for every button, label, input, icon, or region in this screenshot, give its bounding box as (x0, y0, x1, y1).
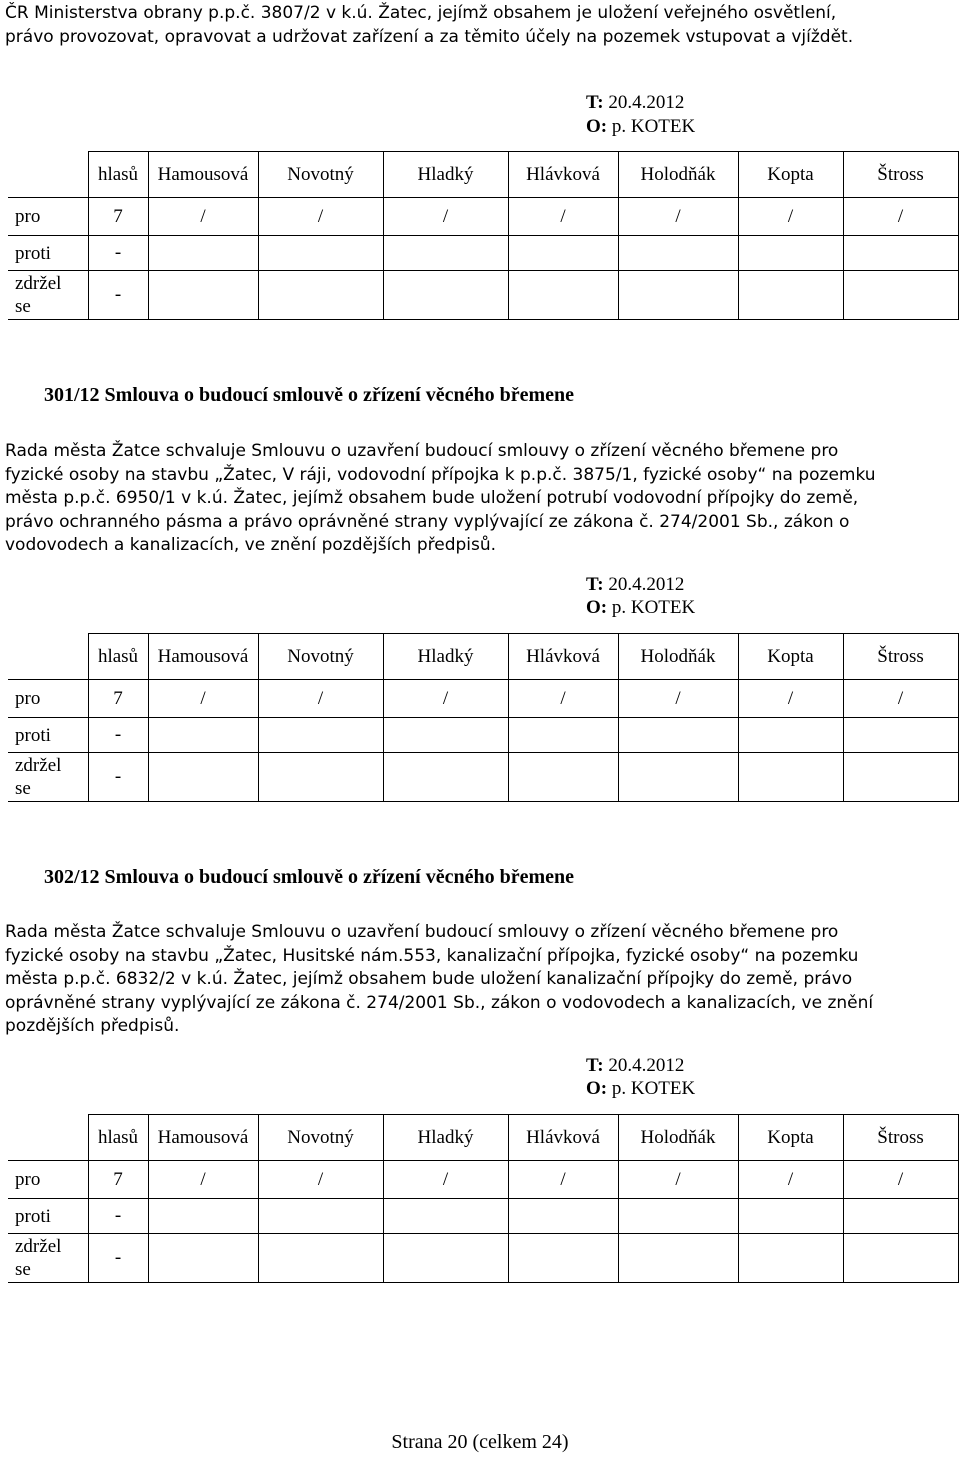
row-label-zdrzel-line2: se (15, 296, 31, 317)
vote-cell: 7 (88, 680, 148, 718)
header-member: Štross (843, 634, 958, 680)
header-member: Kopta (738, 152, 843, 198)
vote-cell: / (383, 198, 508, 236)
term-label: T: (586, 574, 604, 595)
row-label-zdrzel-line2: se (15, 1259, 31, 1280)
vote-cell: / (508, 680, 618, 718)
page-footer: Strana 20 (celkem 24) (391, 1431, 569, 1453)
header-member: Hamousová (148, 152, 258, 198)
vote-cell: / (843, 1161, 958, 1199)
paragraph-line: vodovodech a kanalizacích, ve znění pozdějších předpisů. (5, 535, 497, 555)
row-label-zdrzel-line1: zdržel (15, 755, 62, 776)
term-date-line (586, 92, 684, 114)
vote-table (8, 633, 959, 802)
header-member: Hlávková (508, 152, 618, 198)
resolution-text (5, 921, 955, 1039)
paragraph-line: města p.p.č. 6950/1 v k.ú. Žatec, jejímž obsahem bude uložení potrubí vodovodní přípojky do země, (5, 488, 859, 508)
vote-cell: / (258, 680, 383, 718)
header-member: Hlávková (508, 634, 618, 680)
paragraph-line: oprávněné strany vyplývající ze zákona č. 274/2001 Sb., zákon o vodovodech a kanalizacích, ve znění (5, 992, 874, 1013)
vote-row-proti (8, 718, 958, 753)
vote-cell: - (88, 1199, 148, 1234)
header-member: Kopta (738, 1115, 843, 1161)
vote-row-zdrzel (8, 1234, 958, 1283)
responsible-line (586, 1078, 695, 1100)
header-member: Holodňák (618, 1115, 738, 1161)
row-label-zdrzel (8, 1234, 88, 1283)
responsible-label: O: (586, 116, 608, 137)
continuation-paragraph (5, 2, 955, 49)
row-label-proti: proti (8, 236, 88, 271)
term-date-line (586, 574, 684, 596)
vote-cell: / (618, 1161, 738, 1199)
paragraph-line: Rada města Žatce schvaluje Smlouvu o uzavření budoucí smlouvy o zřízení věcného břemene pro (5, 922, 839, 942)
responsible-line (586, 597, 695, 619)
vote-cell: / (508, 1161, 618, 1199)
vote-cell: - (88, 718, 148, 753)
header-member: Štross (843, 152, 958, 198)
vote-row-proti (8, 236, 958, 271)
responsible-person: p. KOTEK (611, 597, 696, 618)
row-label-proti: proti (8, 718, 88, 753)
vote-cell: / (148, 198, 258, 236)
vote-cell: / (258, 1161, 383, 1199)
vote-cell: / (383, 680, 508, 718)
vote-cell: - (88, 236, 148, 271)
vote-row-proti (8, 1199, 958, 1234)
header-member: Holodňák (618, 634, 738, 680)
row-label-zdrzel-line1: zdržel (15, 273, 62, 294)
vote-cell: 7 (88, 198, 148, 236)
paragraph-line: města p.p.č. 6832/2 v k.ú. Žatec, jejímž obsahem bude uložení kanalizační přípojky do země, právo (5, 969, 853, 989)
vote-cell: / (258, 198, 383, 236)
responsible-person: p. KOTEK (611, 1078, 696, 1099)
row-label-zdrzel-line2: se (15, 778, 31, 799)
vote-cell: / (738, 198, 843, 236)
vote-cell: / (843, 198, 958, 236)
header-hlasu: hlasů (88, 152, 148, 198)
paragraph-line: právo ochranného pásma a právo oprávněné strany vyplývající ze zákona č. 274/2001 Sb., zákon o (5, 511, 850, 532)
vote-table (8, 151, 959, 320)
vote-cell: - (88, 1234, 148, 1283)
paragraph-line: fyzické osoby na stavbu „Žatec, V ráji, vodovodní přípojka k p.p.č. 3875/1, fyzické osoby“ na pozemku (5, 464, 876, 485)
vote-cell: / (148, 680, 258, 718)
vote-cell: / (738, 1161, 843, 1199)
resolution-heading: 301/12 Smlouva o budoucí smlouvě o zřízení věcného břemene (44, 384, 574, 406)
vote-header-row (8, 1115, 958, 1161)
vote-row-zdrzel (8, 753, 958, 802)
header-member: Štross (843, 1115, 958, 1161)
resolution-heading: 302/12 Smlouva o budoucí smlouvě o zřízení věcného břemene (44, 866, 574, 888)
paragraph-line: fyzické osoby na stavbu „Žatec, Husitské nám.553, kanalizační přípojka, fyzické osoby“ na pozemku (5, 945, 859, 966)
vote-cell: / (843, 680, 958, 718)
row-label-pro: pro (8, 1161, 88, 1199)
term-label: T: (586, 1055, 604, 1076)
vote-cell: / (148, 1161, 258, 1199)
header-member: Hamousová (148, 1115, 258, 1161)
vote-header-row (8, 152, 958, 198)
row-label-proti: proti (8, 1199, 88, 1234)
vote-row-pro (8, 680, 958, 718)
vote-row-zdrzel (8, 271, 958, 320)
vote-row-pro (8, 198, 958, 236)
header-member: Holodňák (618, 152, 738, 198)
header-member: Hladký (383, 1115, 508, 1161)
vote-table (8, 1114, 959, 1283)
paragraph-line: právo provozovat, opravovat a udržovat zařízení a za těmito účely na pozemek vstupovat a vjíždět. (5, 26, 854, 47)
vote-cell: / (618, 198, 738, 236)
header-hlasu: hlasů (88, 634, 148, 680)
responsible-label: O: (586, 597, 608, 618)
term-date: 20.4.2012 (608, 574, 685, 595)
vote-cell: / (738, 680, 843, 718)
paragraph-line: pozdějších předpisů. (5, 1016, 180, 1036)
header-member: Novotný (258, 152, 383, 198)
term-date-line (586, 1055, 684, 1077)
responsible-person: p. KOTEK (611, 116, 696, 137)
header-member: Hlávková (508, 1115, 618, 1161)
vote-cell: / (618, 680, 738, 718)
header-member: Novotný (258, 1115, 383, 1161)
vote-cell: 7 (88, 1161, 148, 1199)
header-member: Hamousová (148, 634, 258, 680)
term-date: 20.4.2012 (608, 92, 685, 113)
header-corner (8, 634, 88, 680)
header-hlasu: hlasů (88, 1115, 148, 1161)
row-label-zdrzel (8, 271, 88, 320)
term-date: 20.4.2012 (608, 1055, 685, 1076)
vote-row-pro (8, 1161, 958, 1199)
responsible-label: O: (586, 1078, 608, 1099)
row-label-pro: pro (8, 198, 88, 236)
term-label: T: (586, 92, 604, 113)
row-label-zdrzel-line1: zdržel (15, 1236, 62, 1257)
vote-cell: - (88, 271, 148, 320)
vote-cell: / (383, 1161, 508, 1199)
row-label-zdrzel (8, 753, 88, 802)
header-member: Novotný (258, 634, 383, 680)
paragraph-line: Rada města Žatce schvaluje Smlouvu o uzavření budoucí smlouvy o zřízení věcného břemene pro (5, 441, 839, 461)
vote-cell: - (88, 753, 148, 802)
header-member: Hladký (383, 152, 508, 198)
paragraph-line: ČR Ministerstva obrany p.p.č. 3807/2 v k.ú. Žatec, jejímž obsahem je uložení veřejného osvětlení, (5, 3, 837, 23)
responsible-line (586, 116, 695, 138)
header-corner (8, 152, 88, 198)
vote-cell: / (508, 198, 618, 236)
header-member: Kopta (738, 634, 843, 680)
row-label-pro: pro (8, 680, 88, 718)
resolution-text (5, 440, 955, 558)
header-member: Hladký (383, 634, 508, 680)
header-corner (8, 1115, 88, 1161)
vote-header-row (8, 634, 958, 680)
